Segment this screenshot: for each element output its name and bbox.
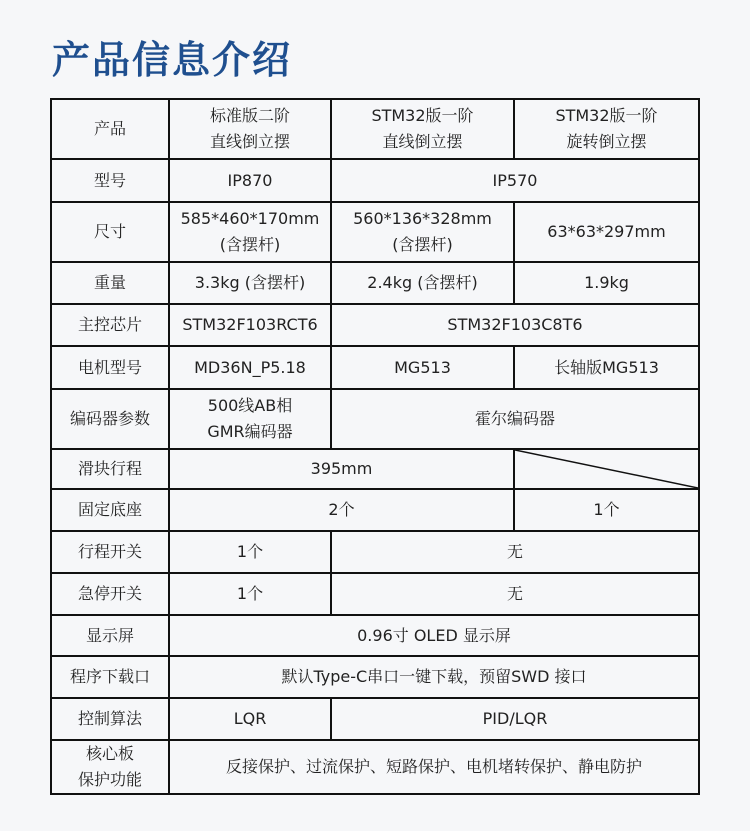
header-cell (169, 99, 331, 159)
table-row (51, 531, 699, 573)
row-label: 固定底座 (51, 489, 169, 531)
table-cell: 1个 (514, 489, 699, 531)
table-cell (169, 389, 331, 449)
table-cell: 2.4kg (含摆杆) (331, 262, 514, 304)
cell-line: GMR编码器 (207, 422, 293, 441)
label-line: 核心板 (85, 744, 134, 763)
table-cell: 默认Type-C串口一键下载，预留SWD 接口 (169, 656, 699, 698)
table-cell: 1个 (169, 531, 331, 573)
cell-line: (含摆杆) (392, 235, 453, 254)
table-row (51, 656, 699, 698)
table-cell: STM32F103C8T6 (331, 304, 699, 346)
row-label: 行程开关 (51, 531, 169, 573)
table-cell: PID/LQR (331, 698, 699, 740)
label-line: 保护功能 (77, 770, 142, 789)
header-line: 旋转倒立摆 (566, 132, 647, 151)
cell-line: 585*460*170mm (180, 209, 320, 228)
table-cell: STM32F103RCT6 (169, 304, 331, 346)
header-line: 标准版二阶 (209, 106, 290, 125)
table-row (51, 304, 699, 346)
table-row (51, 99, 699, 159)
page-title: 产品信息介绍 (52, 38, 293, 82)
table-cell (169, 202, 331, 262)
table-row (51, 449, 699, 489)
row-label (51, 740, 169, 794)
table-cell: 63*63*297mm (514, 202, 699, 262)
header-line: 直线倒立摆 (209, 132, 290, 151)
row-label: 主控芯片 (51, 304, 169, 346)
table-cell: 395mm (169, 449, 514, 489)
table-cell: 3.3kg (含摆杆) (169, 262, 331, 304)
table-row (51, 159, 699, 202)
cell-line: 500线AB相 (207, 396, 293, 415)
cell-line: 560*136*328mm (353, 209, 492, 228)
table-cell: 1个 (169, 573, 331, 615)
row-label: 重量 (51, 262, 169, 304)
table-cell: MG513 (331, 346, 514, 389)
header-line: STM32版一阶 (555, 106, 658, 125)
row-label: 急停开关 (51, 573, 169, 615)
table-row (51, 489, 699, 531)
row-label: 滑块行程 (51, 449, 169, 489)
table-row (51, 202, 699, 262)
table-cell: LQR (169, 698, 331, 740)
row-label: 编码器参数 (51, 389, 169, 449)
header-cell (331, 99, 514, 159)
header-cell (514, 99, 699, 159)
table-cell: 无 (331, 531, 699, 573)
row-label: 尺寸 (51, 202, 169, 262)
row-label: 控制算法 (51, 698, 169, 740)
row-label: 程序下载口 (51, 656, 169, 698)
table-cell: 反接保护、过流保护、短路保护、电机堵转保护、静电防护 (169, 740, 699, 794)
table-cell: IP570 (331, 159, 699, 202)
row-label: 电机型号 (51, 346, 169, 389)
table-cell: 霍尔编码器 (331, 389, 699, 449)
row-label: 型号 (51, 159, 169, 202)
table-cell: 0.96寸 OLED 显示屏 (169, 615, 699, 656)
row-label: 产品 (51, 99, 169, 159)
header-line: STM32版一阶 (371, 106, 474, 125)
table-row (51, 698, 699, 740)
table-cell (331, 202, 514, 262)
table-row (51, 615, 699, 656)
table-row (51, 262, 699, 304)
table-row (51, 346, 699, 389)
table-row (51, 573, 699, 615)
spec-table (50, 98, 700, 795)
row-label: 显示屏 (51, 615, 169, 656)
table-cell: 1.9kg (514, 262, 699, 304)
cell-line: (含摆杆) (219, 235, 281, 254)
table-cell: 2个 (169, 489, 514, 531)
table-row (51, 389, 699, 449)
header-line: 直线倒立摆 (382, 132, 463, 151)
table-cell: 无 (331, 573, 699, 615)
diagonal-empty-cell (514, 449, 699, 489)
diagonal-line (515, 450, 698, 488)
table-cell: MD36N_P5.18 (169, 346, 331, 389)
table-cell: IP870 (169, 159, 331, 202)
table-row (51, 740, 699, 794)
table-cell: 长轴版MG513 (514, 346, 699, 389)
